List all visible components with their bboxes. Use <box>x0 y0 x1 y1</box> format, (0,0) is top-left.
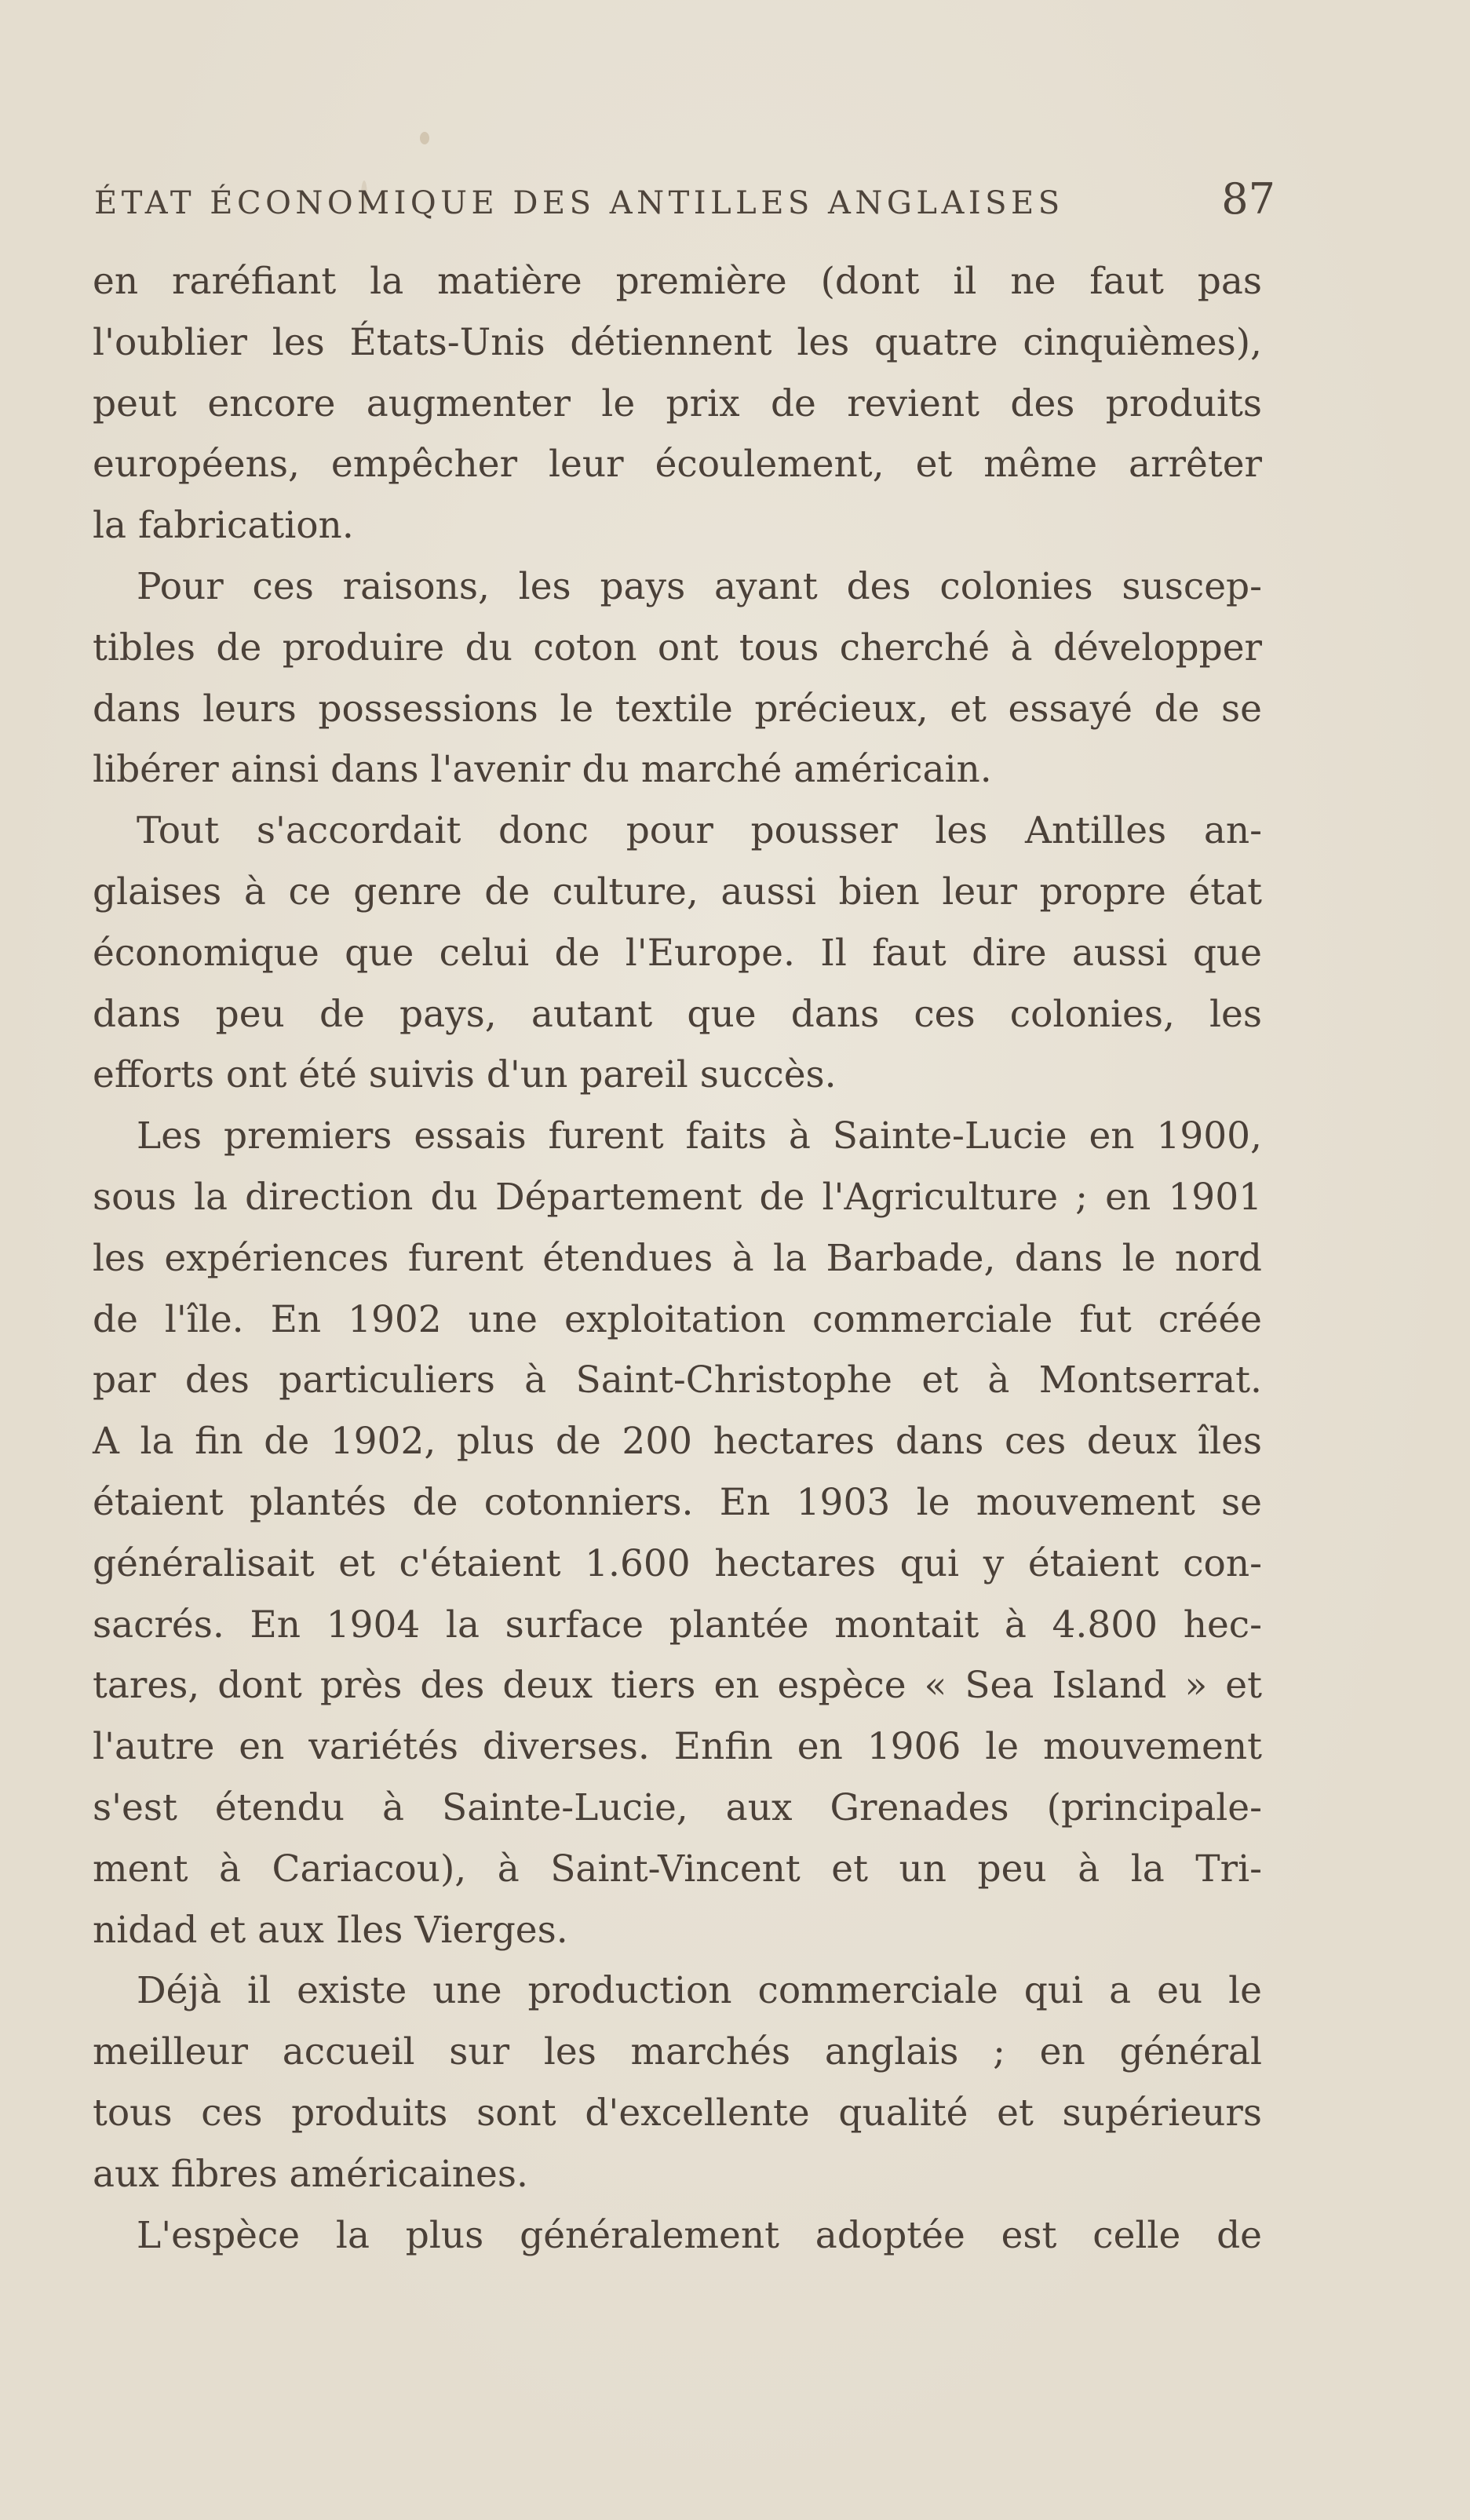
page-number: 87 <box>1221 174 1275 224</box>
text-line: sous la direction du Département de l'Agriculture ; en 1901 <box>93 1175 1262 1219</box>
text-line: étaient plantés de cotonniers. En 1903 le mouvement se <box>93 1480 1262 1524</box>
paragraph-first-line: L'espèce la plus généralement adoptée est celle de <box>137 2213 1262 2257</box>
text-line: tibles de produire du coton ont tous cherché à développer <box>93 625 1262 669</box>
text-line: de l'île. En 1902 une exploitation commerciale fut créée <box>93 1297 1262 1341</box>
text-line: dans leurs possessions le textile précieux, et essayé de se <box>93 687 1262 731</box>
text-line: sacrés. En 1904 la surface plantée montait à 4.800 hec- <box>93 1603 1262 1647</box>
text-line: dans peu de pays, autant que dans ces colonies, les <box>93 992 1262 1036</box>
text-line: libérer ainsi dans l'avenir du marché américain. <box>93 748 992 792</box>
paragraph-first-line: Pour ces raisons, les pays ayant des colonies suscep- <box>137 564 1262 608</box>
text-line: l'autre en variétés diverses. Enfin en 1906 le mouvement <box>93 1725 1262 1769</box>
text-line: en raréfiant la matière première (dont il ne faut pas <box>93 260 1262 303</box>
text-line: aux fibres américaines. <box>93 2152 528 2196</box>
paragraph-first-line: Déjà il existe une production commerciale qui a eu le <box>137 1969 1262 2013</box>
body-text <box>93 251 1262 2266</box>
text-line: par des particuliers à Saint-Christophe et à Montserrat. <box>93 1358 1262 1402</box>
text-line: efforts ont été suivis d'un pareil succès. <box>93 1053 837 1097</box>
text-line: meilleur accueil sur les marchés anglais ; en général <box>93 2030 1262 2074</box>
text-line: ment à Cariacou), à Saint-Vincent et un peu à la Tri- <box>93 1847 1262 1891</box>
text-line: européens, empêcher leur écoulement, et même arrêter <box>93 443 1262 487</box>
text-line: tares, dont près des deux tiers en espèce « Sea Island » et <box>93 1664 1262 1708</box>
text-line: économique que celui de l'Europe. Il faut dire aussi que <box>93 931 1262 975</box>
running-title: ÉTAT ÉCONOMIQUE DES ANTILLES ANGLAISES <box>94 185 1064 221</box>
text-line: l'oublier les États-Unis détiennent les quatre cinquièmes), <box>93 320 1262 364</box>
text-line: peut encore augmenter le prix de revient des produits <box>93 381 1262 425</box>
text-line: généralisait et c'étaient 1.600 hectares qui y étaient con- <box>93 1541 1262 1585</box>
text-line: les expériences furent étendues à la Barbade, dans le nord <box>93 1236 1262 1280</box>
text-line: la fabrication. <box>93 504 354 548</box>
paragraph-first-line: Tout s'accordait donc pour pousser les Antilles an- <box>137 809 1262 853</box>
paper-stain <box>420 132 429 144</box>
text-line: tous ces produits sont d'excellente qualité et supérieurs <box>93 2091 1262 2135</box>
text-line: glaises à ce genre de culture, aussi bien leur propre état <box>93 870 1262 914</box>
text-line: A la fin de 1902, plus de 200 hectares dans ces deux îles <box>93 1420 1262 1464</box>
paragraph-first-line: Les premiers essais furent faits à Sainte-Lucie en 1900, <box>137 1114 1262 1158</box>
running-header <box>94 174 1275 229</box>
text-line: nidad et aux Iles Vierges. <box>93 1908 568 1952</box>
text-line: s'est étendu à Sainte-Lucie, aux Grenades (principale- <box>93 1785 1262 1829</box>
